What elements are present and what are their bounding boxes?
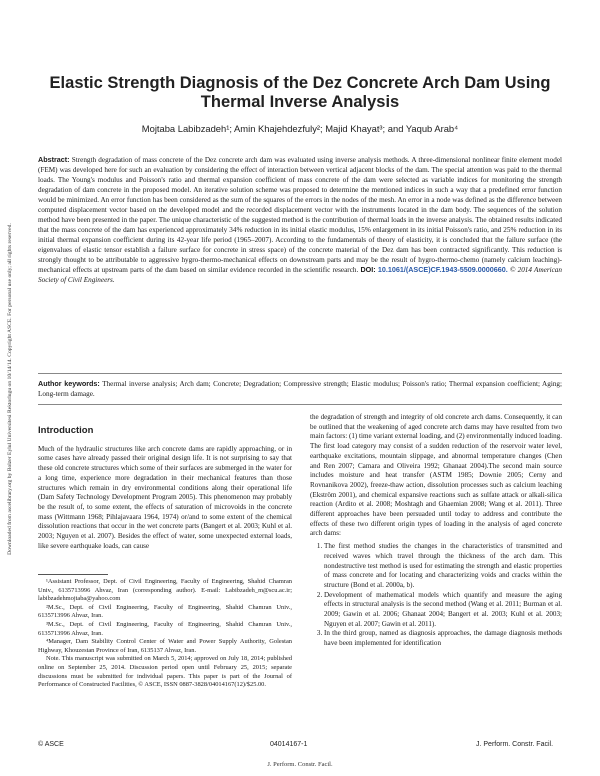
keywords-label: Author keywords: bbox=[38, 379, 100, 388]
list-item: 2. Development of mathematical models which quantify and measure the aging effects in structural analysis is the second method (Wang et al. 2011; Burman et al. 2009; Gawin et al. 2006; Ghanaat 2004; Bangert et al. 2003; Kuhl et al. 2003; Nguyen et al. 2007; Gawin et al. 2011). bbox=[324, 591, 562, 630]
abstract-copyright: © 2014 American Society of Civil Engineers. bbox=[38, 266, 562, 284]
doi-link[interactable]: 10.1061/(ASCE)CF.1943-5509.0000660. bbox=[377, 265, 508, 274]
footnote-rule bbox=[38, 574, 108, 575]
abstract bbox=[38, 155, 562, 285]
footer-publisher: © ASCE bbox=[38, 741, 64, 748]
footnote-1: ¹Assistant Professor, Dept. of Civil Engineering, Faculty of Engineering, Shahid Chamran Univ., 6135713996 Ahvaz, Iran (corresponding author). E-mail: Labibzadeh_m@scu.ac.ir; labibzadehmojtaba@yahoo.com bbox=[38, 578, 292, 603]
footer-page-id: 04014167-1 bbox=[270, 741, 308, 748]
page-bottom-journal: J. Perform. Constr. Facil. bbox=[267, 761, 333, 768]
author-list: Mojtaba Labibzadeh¹; Amin Khajehdezfuly²; Majid Khayat³; and Yaqub Arab⁴ bbox=[141, 123, 459, 134]
right-paragraph: the degradation of strength and integrity of old concrete arch dams. Consequently, it can be outlined that the weakening of aged concrete arch dams may have resulted from two main factors: (1) time variant external loading, and (2) environmentally induced loading. The first load category may consist of a sudden reduction of the reservoir water level, earthquake excitations, mountain slippage, and abnormal temperature changes (Chen and Ren 2007; Camara and Oliveira 1992; Ghanaat 2004).The second main source includes moisture and heat transfer (ASTM 1985; Downie 2005; Cerny and Rovnanikova 2002), freeze-thaw action, dissolution processes such as calcium leaching (Ekström 2001), and chemical expansive reactions such as sulfate attack or alkali-silica reaction (Ardito et al. 2008; Moshtagh and Ghaemian 2008; Wang et al. 2011). Three different approaches have been persuaded until today to address and contribute the effects of these two different origin types of loading in the analysis of aged concrete arch dams: bbox=[310, 413, 562, 538]
footnote-4: ⁴Manager, Dam Stability Control Center of Water and Power Supply Authority, Golestan Highway, Khouzestan Province of Iran, 6135137 Ahvaz, Iran. bbox=[38, 638, 292, 654]
right-column bbox=[310, 413, 562, 649]
divider-top bbox=[38, 373, 562, 374]
section-heading-introduction: Introduction bbox=[38, 425, 94, 436]
keywords-text: Thermal inverse analysis; Arch dam; Concrete; Degradation; Compressive strength; Elastic modulus; Poisson's ratio; Thermal expansion coefficient; Aging; Long-term damage. bbox=[38, 380, 562, 398]
footnote-2: ²M.Sc., Dept. of Civil Engineering, Faculty of Engineering, Shahid Chamran Univ., 6135713996 Ahvaz, Iran. bbox=[38, 603, 292, 620]
abstract-label: Abstract: bbox=[38, 155, 70, 164]
doi-label: DOI: bbox=[360, 265, 376, 274]
abstract-text: Strength degradation of mass concrete of the Dez concrete arch dam was evaluated using inverse analysis methods. A three-dimensional nonlinear finite element model (FEM) was developed here for such an evaluation by considering the effect of interaction between vertical adjacent blocks of the dam. The special attention was paid to the thermal loads. The Young's modulus and Poisson's ratio and thermal expansion coefficient of mass concrete of the dam were selected as variable indices for monitoring the strength degradation of dam concrete in the proposed model. An iterative solution scheme was proposed to determine the mentioned indices in such a way that a predefined error function would be minimized. An error function has been considered as the sum of the squares of the errors in the nodes of the mesh. An error in a node was defined as the difference between computed displacement vector based on the developed model and the recorded displacement vector with the instruments located in the dam body. The sequences of the solution method have been presented in the paper. The unique characteristic of the suggested method is the contribution of thermal loads in the inverse analysis. The obtained results indicated that the mass concrete of the dam has experienced approximately 34% reduction in its initial elastic modulus, 15% enlargement in its initial Poisson's ratio, and 25% reduction in its initial thermal expansion coefficient during its 42-year life period (1965–2007). According to the fundamentals of theory of elasticity, it is concluded that the failure surface (the eigenvalues of elastic tensor establish a failure surface for concrete in stress space) of the concrete material of the Dez dam has been contracted significantly. This reduction is strongly thought to be attributable to aggressive hygro-thermo-mechanical effects on downstream parts and may be the result of hygro-thermo-chemo (namely calcium leaching)-mechanical effects at upstream parts of the dam based on similar evidence recorded in the scientific research. bbox=[38, 156, 563, 274]
footer-journal: J. Perform. Constr. Facil. bbox=[476, 741, 554, 748]
paper-title: Elastic Strength Diagnosis of the Dez Concrete Arch Dam Using Thermal Inverse Analysis bbox=[49, 74, 551, 111]
footnote-3: ³M.Sc., Dept. of Civil Engineering, Faculty of Engineering, Shahid Chamran Univ., 6135713996 Ahvaz, Iran. bbox=[38, 620, 292, 637]
footnotes bbox=[38, 578, 292, 690]
download-side-note: Downloaded from ascelibrary.org by Bolzer Eylul Universitesi Rektorlugu on 10/14/14. Copyright ASCE. For personal use only; all rights reserved. bbox=[7, 223, 13, 555]
list-item: 3. In the third group, named as diagnosis approaches, the damage diagnosis methods have been implemented for identification bbox=[324, 629, 562, 648]
approach-list bbox=[310, 542, 562, 649]
keywords bbox=[38, 379, 562, 399]
left-column bbox=[38, 426, 292, 551]
footnote-note: Note. This manuscript was submitted on March 5, 2014; approved on July 18, 2014; published online on September 25, 2014. Discussion period open until February 25, 2015; separate discussions must be submitted for individual papers. This paper is part of the Journal of Performance of Constructed Facilities, © ASCE, ISSN 0887-3828/04014167(12)/$25.00. bbox=[38, 655, 292, 689]
intro-paragraph: Much of the hydraulic structures like arch concrete dams are rapidly approaching, or in some cases have already passed their original design life. It is not surprising to say that these old concrete structures which some of their surfaces are submerged in the water for a long time, experience more degradation in their mechanical features than those structures which remain in dry environmental conditions along their operational life (Dam Safety Technology Development Program 2005). This phenomenon may probably be the result of, to some extent, the effects of saturation of microvoids in the concrete mass (Wittmann 1968; Pihlajavaara 1964, 1974) or/and to some extent of the chemical dissolution reactions that occur in the wet concrete parts (Bangert et al. 2003; Kuhl et al. 2003; Nguyen et al. 2007). Besides the effect of water, some unexpected external loads, like severe earthquake loads, can cause bbox=[38, 444, 292, 550]
list-item: 1. The first method studies the changes in the characteristics of transmitted and received waves which travel through the thickness of the arch dam. This nondestructive test method is used for estimating the strength and elastic properties of mass concrete and for locating and characterizing voids and cracks within the structure (Bond et al. 2000a, b). bbox=[324, 542, 562, 591]
divider-bottom bbox=[38, 404, 562, 405]
